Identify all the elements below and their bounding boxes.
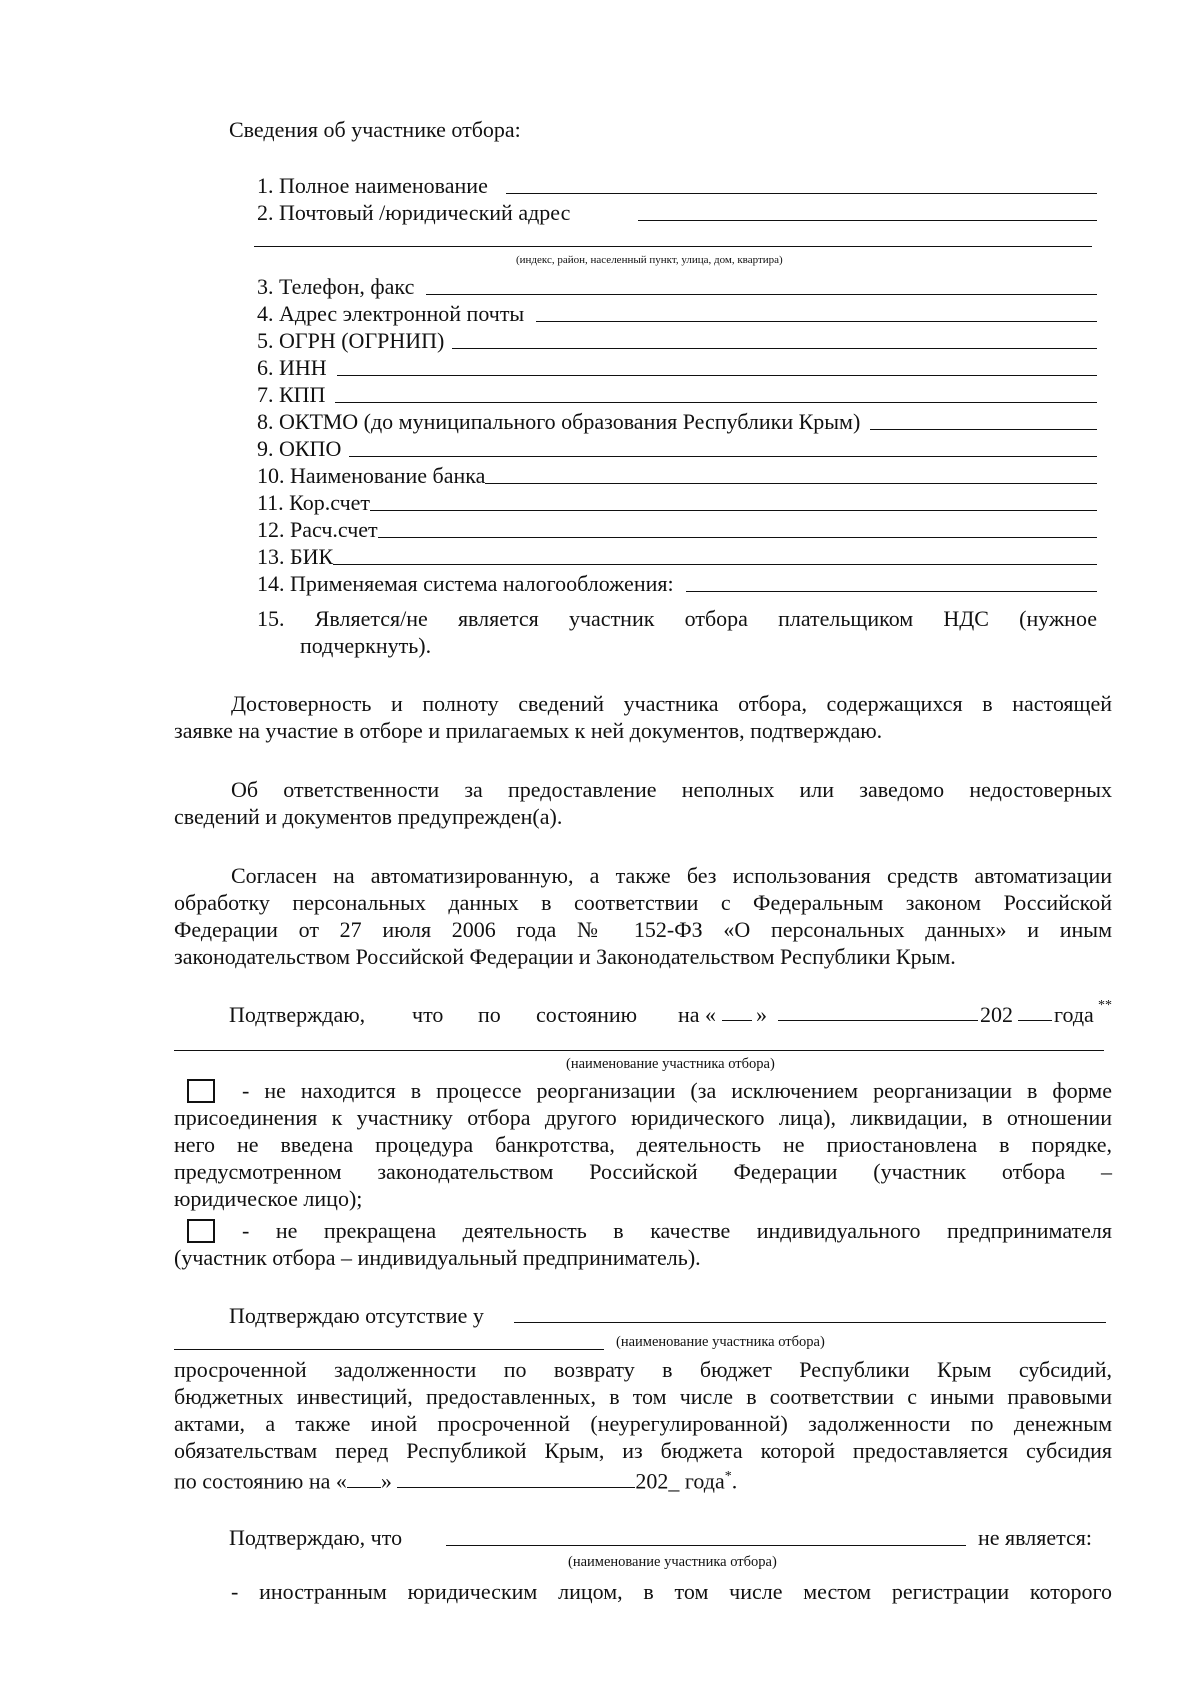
confirm-w2: что [412,1002,444,1027]
confirm-w6: » [756,1002,767,1027]
debt-date-line [174,1464,737,1494]
confirm-year: 202 [980,1002,1013,1027]
field-label: 9. ОКПО [257,436,342,461]
field-label: 14. Применяемая система налогообложения: [257,571,674,596]
field-bik[interactable] [257,544,1097,570]
field-label: 8. ОКТМО (до муниципального образования Республики Крым) [257,409,861,434]
para-line: - не прекращена деятельность в качестве индивидуального предпринимателя [242,1218,1112,1243]
day-blank[interactable] [722,1020,752,1021]
field-label: 10. Наименование банка [257,463,486,488]
field-label: 11. Кор.счет [257,490,371,515]
field-label: 4. Адрес электронной почты [257,301,525,326]
item-15 [257,605,1097,659]
para-line: - не находится в процессе реорганизации (за исключением реорганизации в форме [242,1078,1112,1103]
confirm-not-tail: не является: [978,1525,1092,1550]
field-line[interactable] [333,564,1097,565]
field-line[interactable] [485,483,1097,484]
field-settlement-account[interactable] [257,517,1097,543]
item-15-line1: 15. Является/не является участник отбора плательщиком НДС (нужное [257,606,1097,631]
footnote-mark: ** [1098,998,1112,1013]
field-line[interactable] [349,456,1097,457]
month-blank[interactable] [778,1020,978,1021]
field-label: 7. КПП [257,382,326,407]
participant-line[interactable] [174,1050,1104,1051]
not-participant-line[interactable] [446,1545,966,1546]
debt-date-close: » [380,1468,392,1494]
checkbox1-text [174,1077,1112,1212]
field-label: 6. ИНН [257,355,327,380]
address-hint: (индекс, район, населенный пункт, улица, дом, квартира) [516,254,783,266]
para-last [174,1578,1112,1605]
field-line[interactable] [335,402,1097,403]
field-postal-address[interactable] [257,200,1097,226]
field-label: 3. Телефон, факс [257,274,415,299]
year-blank[interactable] [1018,1020,1052,1021]
para-line: обработку персональных данных в соответствии с Федеральным законом Российской [174,890,1112,915]
para-line: законодательством Российской Федерации и Законодательством Республики Крым. [174,944,956,969]
confirm-absence-label: Подтверждаю отсутствие у [229,1303,484,1328]
field-inn[interactable] [257,355,1097,381]
para-line: актами, а также иной просроченной (неурегулированной) задолженности по денежным [174,1411,1112,1436]
field-oktmo[interactable] [257,409,1097,435]
confirm-w3: по [478,1002,501,1027]
field-line[interactable] [337,375,1097,376]
para-line: Федерации от 27 июля 2006 года № 152-ФЗ «О персональных данных» и иным [174,917,1112,942]
field-label: 5. ОГРН (ОГРНИП) [257,328,445,353]
field-okpo[interactable] [257,436,1097,462]
para-line: присоединения к участнику отбора другого юридического лица), ликвидации, в отношении [174,1105,1112,1130]
para-line: (участник отбора – индивидуальный предприниматель). [174,1245,701,1270]
debt-date-period: . [731,1468,738,1494]
confirm-goda: года [1054,1002,1094,1027]
confirm-w4: состоянию [536,1002,638,1027]
participant-hint-3: (наименование участника отбора) [568,1554,777,1570]
para-line: юридическое лицо); [174,1186,363,1211]
para-consent [174,862,1112,970]
participant-hint-2: (наименование участника отбора) [616,1334,825,1350]
para-authenticity [174,690,1112,744]
confirm-not-label: Подтверждаю, что [229,1525,403,1550]
para-line: Согласен на автоматизированную, а также без использования средств автоматизации [231,863,1112,888]
field-phone[interactable] [257,274,1097,300]
debt-year: 202_ года [635,1468,725,1494]
field-corr-account[interactable] [257,490,1097,516]
field-line[interactable] [426,294,1097,295]
address-line[interactable] [254,246,1092,247]
para-line: него не введена процедура банкротства, деятельность не приостановлена в порядке, [174,1132,1112,1157]
field-email[interactable] [257,301,1097,327]
field-line[interactable] [870,429,1097,430]
participant-hint: (наименование участника отбора) [566,1056,775,1072]
field-line[interactable] [506,193,1097,194]
field-tax-system[interactable] [257,571,1097,597]
para-line: обязательствам перед Республикой Крым, из бюджета которой предоставляется субсидия [174,1438,1112,1463]
field-line[interactable] [638,220,1097,221]
section-header: Сведения об участнике отбора: [229,117,521,142]
para-line: просроченной задолженности по возврату в бюджет Республики Крым субсидий, [174,1357,1112,1382]
para-line: бюджетных инвестиций, предоставленных, в том числе в соответствии с иными правовыми [174,1384,1112,1409]
absence-participant-line[interactable] [514,1322,1106,1323]
item-15-line2: подчеркнуть). [300,633,432,658]
field-full-name[interactable] [257,173,1097,199]
confirm-w5: на « [678,1002,717,1027]
field-label: 2. Почтовый /юридический адрес [257,200,571,225]
debt-date-prefix: по состоянию на « [174,1468,347,1494]
para-line: Достоверность и полноту сведений участника отбора, содержащихся в настоящей [231,691,1112,716]
field-label: 13. БИК [257,544,334,569]
para-line: Об ответственности за предоставление неполных или заведомо недостоверных [231,777,1112,802]
para-line: - иностранным юридическим лицом, в том числе местом регистрации которого [231,1579,1112,1604]
para-line: сведений и документов предупрежден(а). [174,804,563,829]
field-label: 12. Расч.счет [257,517,378,542]
field-ogrn[interactable] [257,328,1097,354]
field-line[interactable] [370,510,1097,511]
debt-day-blank[interactable] [347,1469,381,1488]
confirm-w1: Подтверждаю, [229,1002,366,1027]
field-kpp[interactable] [257,382,1097,408]
field-bank-name[interactable] [257,463,1097,489]
para-line: заявке на участие в отборе и прилагаемых к ней документов, подтверждаю. [174,718,883,743]
para-line: предусмотренном законодательством Российской Федерации (участник отбора – [174,1159,1112,1184]
field-label: 1. Полное наименование [257,173,488,198]
debt-month-blank[interactable] [397,1469,635,1488]
para-debt [174,1356,1112,1464]
field-line[interactable] [378,537,1097,538]
field-line[interactable] [686,591,1097,592]
debt-footnote-mark: * [724,1469,732,1484]
para-responsibility [174,776,1112,830]
field-line[interactable] [536,321,1097,322]
absence-participant-line-2[interactable] [174,1349,604,1350]
checkbox2-text [174,1217,1112,1271]
field-line[interactable] [452,348,1097,349]
